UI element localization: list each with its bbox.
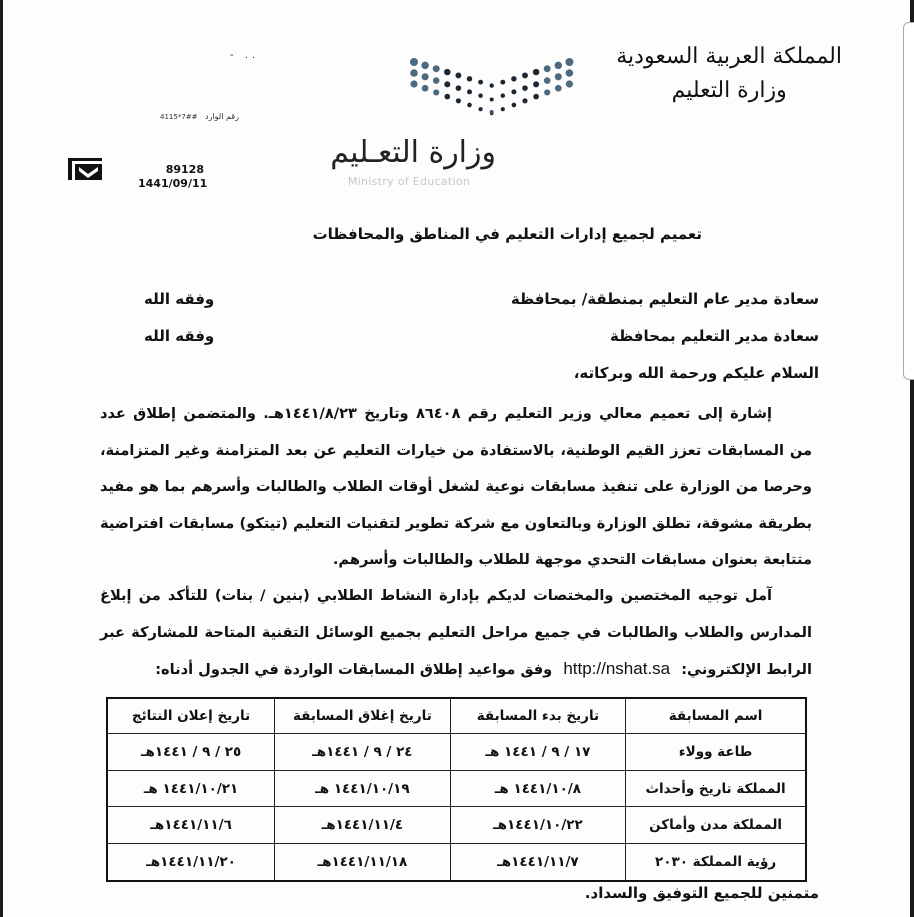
logo-dot (490, 110, 494, 114)
logo-dot (544, 65, 551, 72)
logo-dot (421, 62, 428, 69)
body-paragraph-1: إشارة إلى تعميم معالي وزير التعليم رقم ٨٦٤٠٨ وتاريخ ١٤٤١/٨/٢٣هـ. والمتضمن إطلاق عدد من المسابقات تعزز القيم الوطنية، بالاستفادة من خيارات التعليم عن بعد المتزامنة وغير المتزامنة، وحرصا من الوزارة على تنفيذ مسابقات نوعية لشغل أوقات الطلاب والطالبات وأسرهم بما هو مفيد بطريقة مشوقة، تطلق الوزارة وبالتعاون مع شركة تطوير لتقنيات التعليم (تيتكو) مسابقات افتراضية متتابعة بعنوان مسابقات التحدي موجهة للطلاب والطالبات وأسرهم. (100, 405, 812, 568)
start-date: ١٤٤١/١٠/٢٢هـ (450, 807, 626, 844)
page-edge-left (0, 0, 3, 917)
competition-name: طاعة وولاء (626, 734, 806, 771)
competition-name: المملكة مدن وأماكن (626, 807, 806, 844)
results-date: ٢٥ / ٩ / ١٤٤١هـ (107, 734, 275, 771)
table-row (107, 770, 806, 807)
side-panel-handle[interactable] (903, 22, 914, 380)
reference-date: 1441/09/11 (138, 177, 208, 190)
logo-dot (501, 93, 506, 98)
paragraph-2-text: آمل توجيه المختصين والمختصات لديكم بإدارة النشاط الطلابي (بنين / بنات) للتأكد من إبلاغ المدارس والطلاب والطالبات في جميع مراحل التعليم بجميع الوسائل التقنية المتاحة للمشاركة عبر الرابط الإلكتروني: (100, 587, 812, 678)
close-date: ١٤٤١/١١/١٨هـ (275, 844, 451, 881)
results-date: ١٤٤١/١٠/٢١ هـ (107, 770, 275, 807)
letterhead (616, 40, 842, 108)
logo-title-arabic: وزارة التعـليم (330, 135, 496, 170)
logo-dot (544, 89, 550, 95)
addressee-1: سعادة مدير عام التعليم بمنطقة/ بمحافظة (510, 290, 819, 308)
addressee-2: سعادة مدير التعليم بمحافظة (609, 327, 819, 345)
ministry-logo-dots-icon (408, 56, 576, 116)
logo-dot (455, 72, 461, 78)
logo-dot (478, 80, 483, 85)
logo-dot (490, 83, 494, 87)
logo-dot (522, 85, 528, 91)
logo-dot (511, 89, 516, 94)
logo-dot (522, 98, 527, 103)
logo-dot (490, 97, 494, 101)
competition-name: المملكة تاريخ وأحداث (626, 770, 806, 807)
logo-dot (433, 89, 439, 95)
body-paragraph-2 (100, 578, 812, 689)
nshat-link[interactable]: http://nshat.sa (563, 659, 671, 678)
logo-dot (533, 69, 539, 75)
logo-dot (433, 65, 440, 72)
header-start-date: تاريخ بدء المسابقة (450, 698, 626, 734)
circular-subject: تعميم لجميع إدارات التعليم في المناطق والمحافظات (312, 225, 702, 243)
paragraph-2-text-end: وفق مواعيد إطلاق المسابقات الواردة في الجدول أدناه: (155, 661, 553, 678)
logo-dot (511, 76, 516, 81)
close-date: ٢٤ / ٩ / ١٤٤١هـ (275, 734, 451, 771)
logo-dot (456, 98, 461, 103)
logo-dot (422, 85, 429, 92)
start-date: ١٤٤١/١١/٧هـ (450, 844, 626, 881)
logo-dot (544, 77, 551, 84)
letterhead-kingdom: المملكة العربية السعودية (616, 44, 842, 69)
results-date: ١٤٤١/١١/٦هـ (107, 807, 275, 844)
header-results-date: تاريخ إعلان النتائج (107, 698, 275, 734)
logo-dot (565, 58, 573, 66)
closing-line: متمنين للجميع التوفيق والسداد. (584, 884, 819, 902)
close-date: ١٤٤١/١٠/١٩ هـ (275, 770, 451, 807)
greeting: السلام عليكم ورحمة الله وبركاته، (573, 364, 819, 382)
logo-dot (410, 58, 418, 66)
logo-dot (444, 81, 450, 87)
logo-dot (555, 73, 562, 80)
start-date: ١٤٤١/١٠/٨ هـ (450, 770, 626, 807)
logo-dot (533, 81, 539, 87)
logo-dot (444, 94, 450, 100)
table-row (107, 807, 806, 844)
results-date: ١٤٤١/١١/٢٠هـ (107, 844, 275, 881)
incoming-reference-code: 4115*7## (160, 113, 198, 121)
table-row (107, 844, 806, 881)
logo-dot (422, 73, 429, 80)
header-close-date: تاريخ إغلاق المسابقة (275, 698, 451, 734)
addressee-1-blessing: وفقه الله (144, 290, 215, 308)
top-marks: - .. (230, 50, 260, 61)
logo-dot (555, 62, 562, 69)
competition-name: رؤية المملكة ٢٠٣٠ (626, 844, 806, 881)
logo-dot (410, 69, 418, 77)
logo-dot (501, 107, 505, 111)
logo-dot (522, 72, 528, 78)
table-row (107, 734, 806, 771)
logo-dot (456, 85, 462, 91)
competitions-table (106, 697, 807, 882)
logo-dot (467, 76, 472, 81)
logo-dot (479, 107, 483, 111)
logo-dot (566, 80, 573, 87)
header-competition-name: اسم المسابقة (626, 698, 806, 734)
logo-dot (566, 69, 574, 77)
logo-title-english: Ministry of Education (347, 175, 471, 188)
logo-dot (478, 93, 483, 98)
logo-dot (444, 69, 450, 75)
letterhead-ministry: وزارة التعليم (671, 78, 787, 103)
addressee-2-blessing: وفقه الله (144, 327, 215, 345)
close-date: ١٤٤١/١١/٤هـ (275, 807, 451, 844)
logo-dot (500, 80, 505, 85)
incoming-reference-label: رقم الوارد (205, 112, 239, 121)
logo-dot (555, 85, 562, 92)
logo-dot (512, 103, 517, 108)
table-header-row (107, 698, 806, 734)
logo-dot (410, 80, 417, 87)
logo-dot (433, 77, 440, 84)
start-date: ١٧ / ٩ / ١٤٤١ هـ (450, 734, 626, 771)
stamp-icon (66, 155, 106, 181)
logo-dot (533, 94, 539, 100)
reference-number: 89128 (165, 163, 204, 176)
logo-dot (467, 103, 472, 108)
logo-dot (467, 89, 472, 94)
